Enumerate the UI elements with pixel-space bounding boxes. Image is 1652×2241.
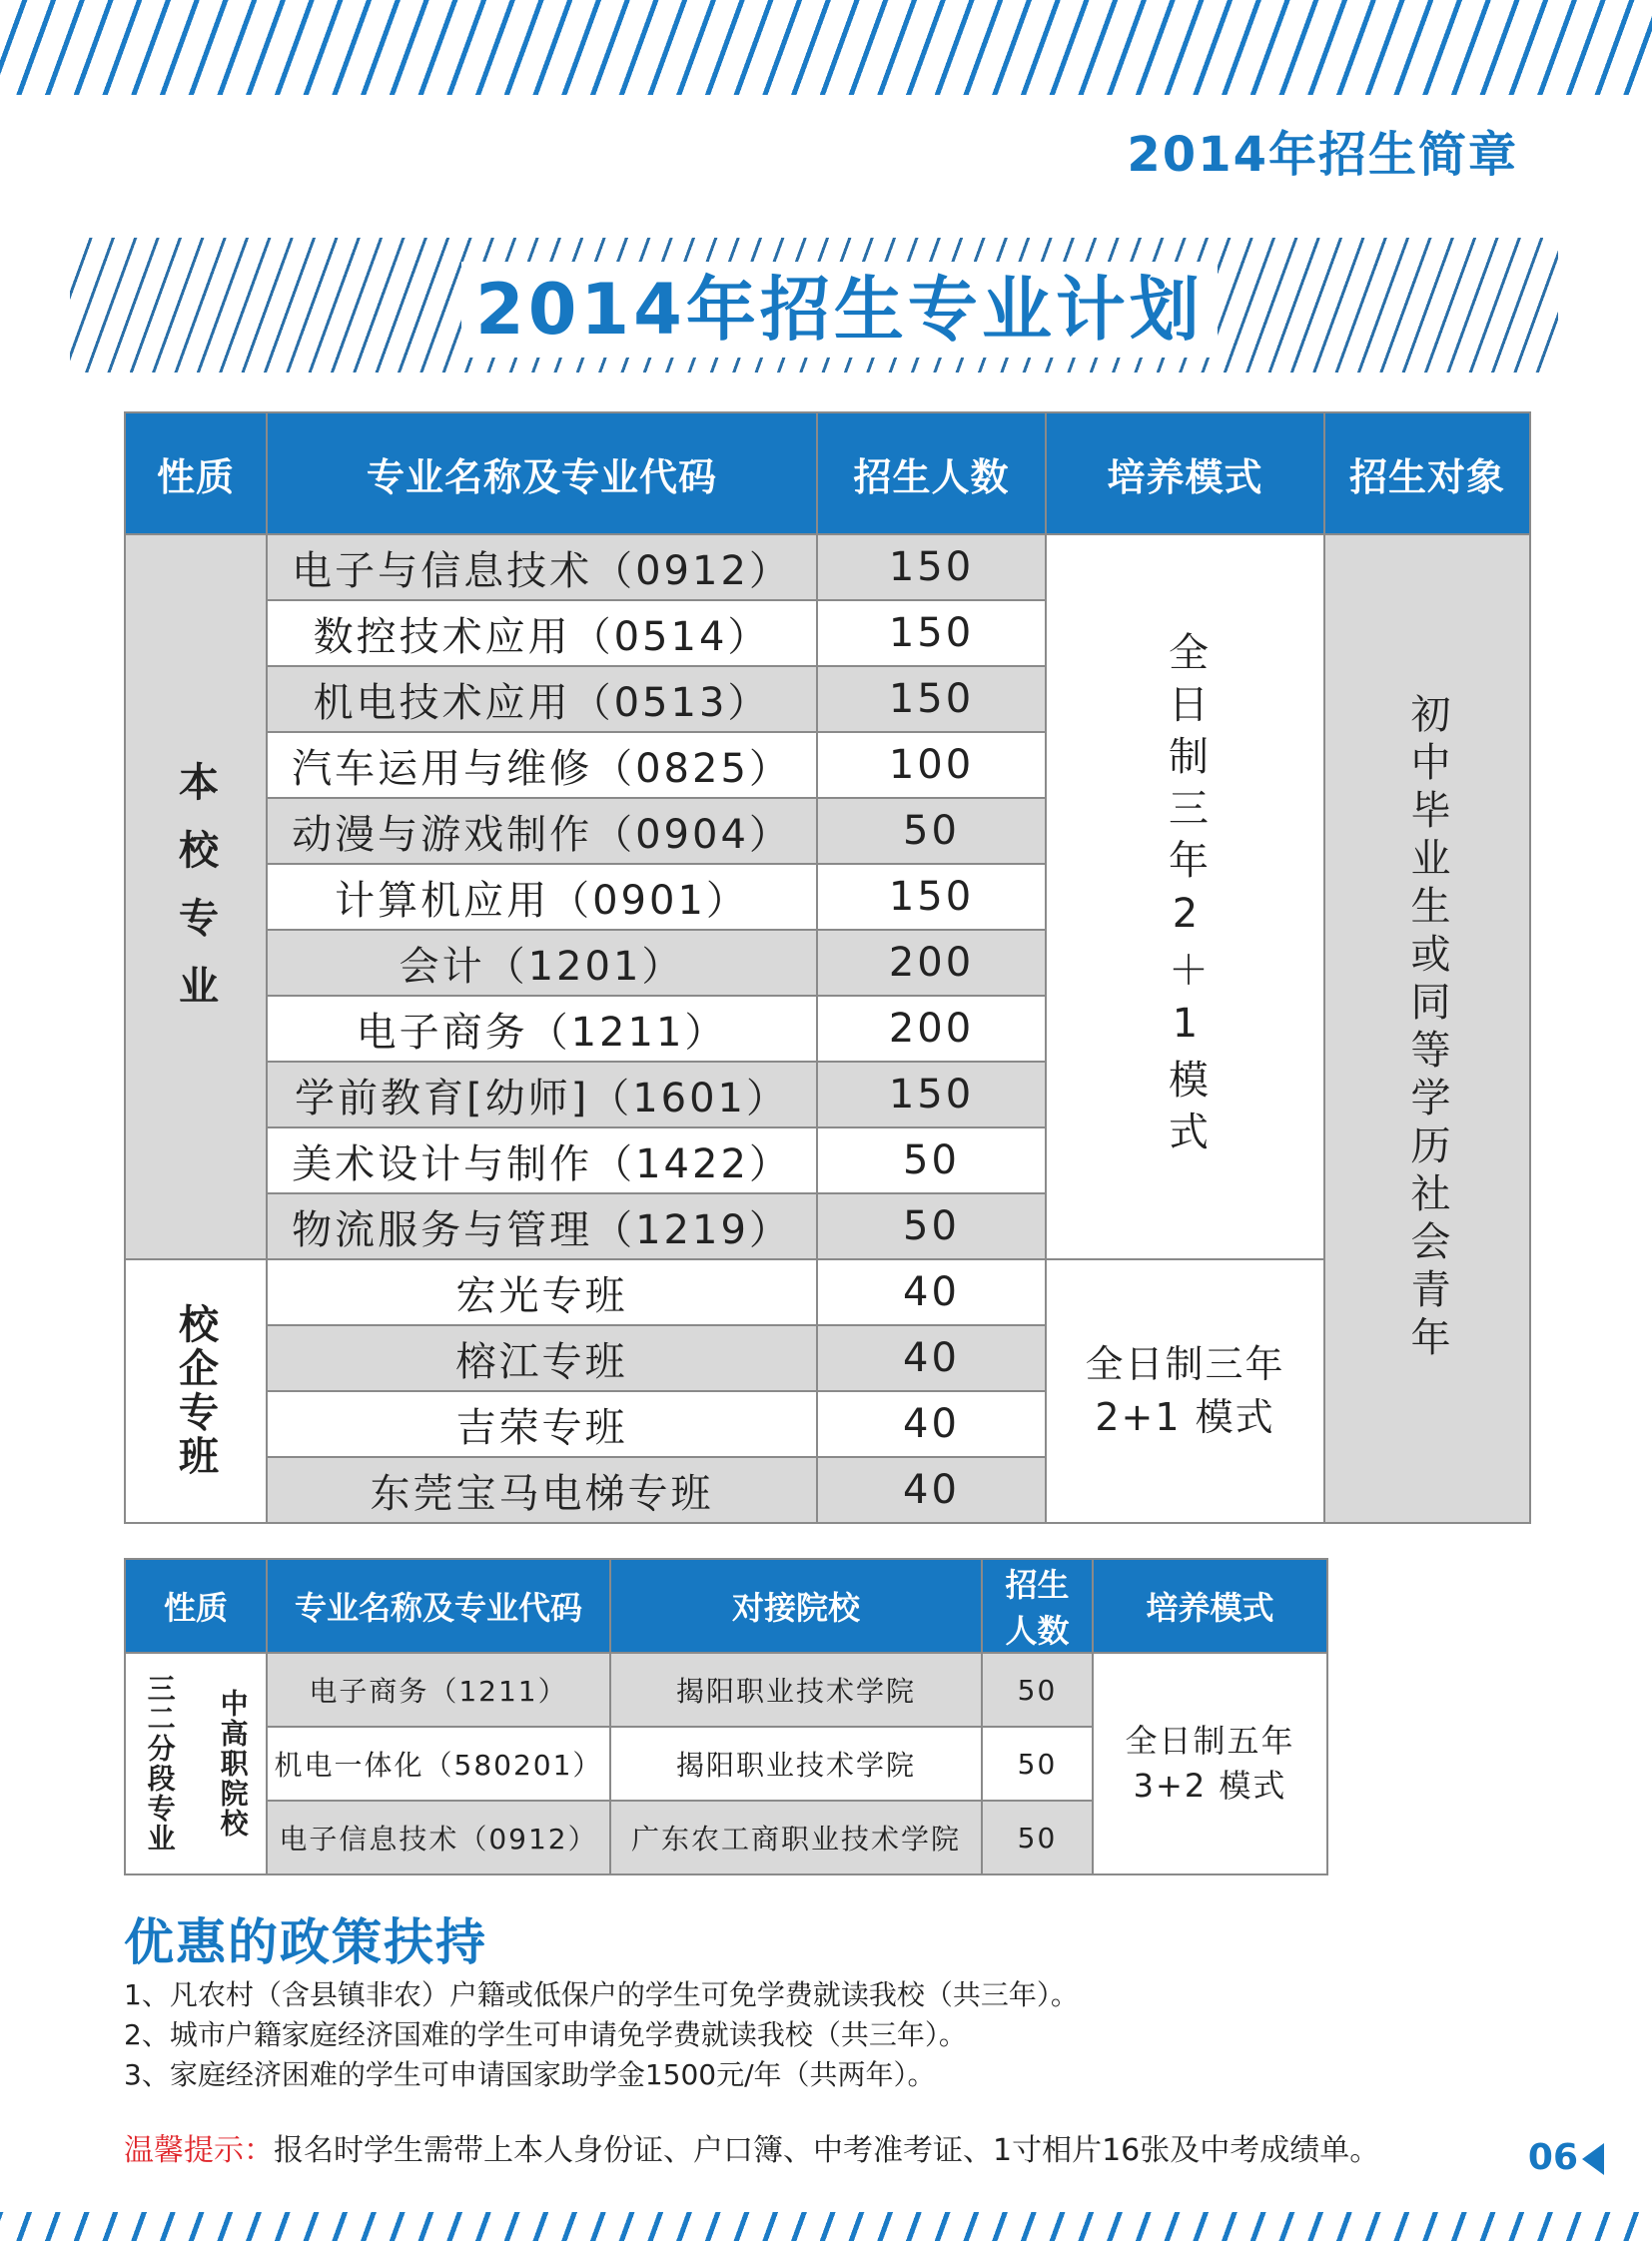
major-count: 150 [817,864,1046,930]
reminder-label: 温馨提示： [124,2133,274,2168]
header-count-line1: 招生 [1005,1566,1070,1604]
header-major: 专业名称及专业代码 [267,412,817,534]
partner-school: 揭阳职业技术学院 [610,1727,982,1801]
major-name: 吉荣专班 [267,1391,817,1457]
policy-item: 3、家庭经济困难的学生可申请国家助学金1500元/年（共两年）。 [124,2058,936,2091]
major-count: 50 [817,1127,1046,1193]
major-name: 电子信息技术（0912） [267,1801,610,1874]
major-count: 50 [982,1801,1093,1874]
major-count: 200 [817,996,1046,1062]
triangle-left-icon [1582,2143,1604,2175]
category-enterprise: 校企专班 [172,1303,219,1479]
mode-enterprise-cell [1046,1259,1324,1523]
table-row [125,534,1530,600]
page-number-block [1528,2137,1604,2178]
major-name: 汽车运用与维修（0825） [267,732,817,798]
top-stripe-band [0,0,1652,95]
major-name: 物流服务与管理（1219） [267,1193,817,1259]
major-count: 40 [817,1325,1046,1391]
table-row [125,1259,1530,1325]
mode-joint-line2: 3+2 模式 [1133,1767,1287,1805]
table-row [125,1653,1327,1727]
brochure-title: 2014年招生简章 [1109,110,1536,200]
major-count: 40 [817,1457,1046,1523]
table-header-row [125,412,1530,534]
major-count: 150 [817,1062,1046,1127]
header-partner-school: 对接院校 [610,1559,982,1653]
major-count: 150 [817,534,1046,600]
header-nature: 性质 [125,412,267,534]
policy-item: 1、凡农村（含县镇非农）户籍或低保户的学生可免学费就读我校（共三年）。 [124,1978,1079,2011]
major-count: 200 [817,930,1046,996]
major-name: 东莞宝马电梯专班 [267,1457,817,1523]
major-name: 计算机应用（0901） [267,864,817,930]
major-name: 会计（1201） [267,930,817,996]
policy-heading: 优惠的政策扶持 [124,1913,487,1971]
target-audience: 初中毕业生或同等学历社会青年 [1404,693,1450,1364]
header-count-line2: 人数 [1005,1612,1070,1650]
major-name: 学前教育[幼师]（1601） [267,1062,817,1127]
reminder-text: 报名时学生需带上本人身份证、户口簿、中考准考证、1寸相片16张及中考成绩单。 [274,2133,1380,2168]
major-name: 宏光专班 [267,1259,817,1325]
category-enterprise-cell [125,1259,267,1523]
major-name: 机电技术应用（0513） [267,666,817,732]
major-name: 榕江专班 [267,1325,817,1391]
mode-school: 全日制三年2＋1模式 [1162,631,1209,1162]
page-number: 06 [1527,2137,1578,2178]
major-name: 动漫与游戏制作（0904） [267,798,817,864]
major-count: 100 [817,732,1046,798]
main-title: 2014年招生专业计划 [461,262,1218,358]
major-count: 150 [817,666,1046,732]
major-count: 50 [982,1727,1093,1801]
major-count: 50 [982,1653,1093,1727]
major-count: 50 [817,798,1046,864]
category-school-cell [125,534,267,1259]
mode-joint-line1: 全日制五年 [1125,1722,1295,1761]
joint-program-table [124,1558,1328,1875]
header-mode: 培养模式 [1046,412,1324,534]
header-count: 招生人数 [817,412,1046,534]
table-header-row [125,1559,1327,1653]
header-major: 专业名称及专业代码 [267,1559,610,1653]
bottom-stripe-band [0,2212,1652,2241]
major-name: 电子与信息技术（0912） [267,534,817,600]
partner-school: 揭阳职业技术学院 [610,1653,982,1727]
category-joint-line1: 三二分段专业 [143,1674,177,1854]
major-count: 40 [817,1259,1046,1325]
target-cell [1324,534,1530,1523]
major-name: 电子商务（1211） [267,996,817,1062]
major-name: 美术设计与制作（1422） [267,1127,817,1193]
partner-school: 广东农工商职业技术学院 [610,1801,982,1874]
major-name: 机电一体化（580201） [267,1727,610,1801]
major-name: 电子商务（1211） [267,1653,610,1727]
category-school: 本校专业 [172,761,219,1033]
header-mode: 培养模式 [1093,1559,1327,1653]
major-name: 数控技术应用（0514） [267,600,817,666]
policy-list [124,1975,1079,2095]
category-joint-line2: 中高职院校 [216,1689,250,1839]
mode-school-cell [1046,534,1324,1259]
category-joint-cell [125,1653,267,1874]
mode-enterprise-line2: 2+1 模式 [1095,1395,1275,1439]
major-count: 150 [817,600,1046,666]
policy-item: 2、城市户籍家庭经济国难的学生可申请免学费就读我校（共三年）。 [124,2018,967,2051]
header-nature: 性质 [125,1559,267,1653]
major-count: 50 [817,1193,1046,1259]
reminder [124,2125,1379,2169]
header-count [982,1559,1093,1653]
major-count: 40 [817,1391,1046,1457]
header-target: 招生对象 [1324,412,1530,534]
mode-enterprise-line1: 全日制三年 [1085,1341,1285,1386]
mode-joint-cell [1093,1653,1327,1874]
enrollment-plan-table [124,411,1531,1524]
